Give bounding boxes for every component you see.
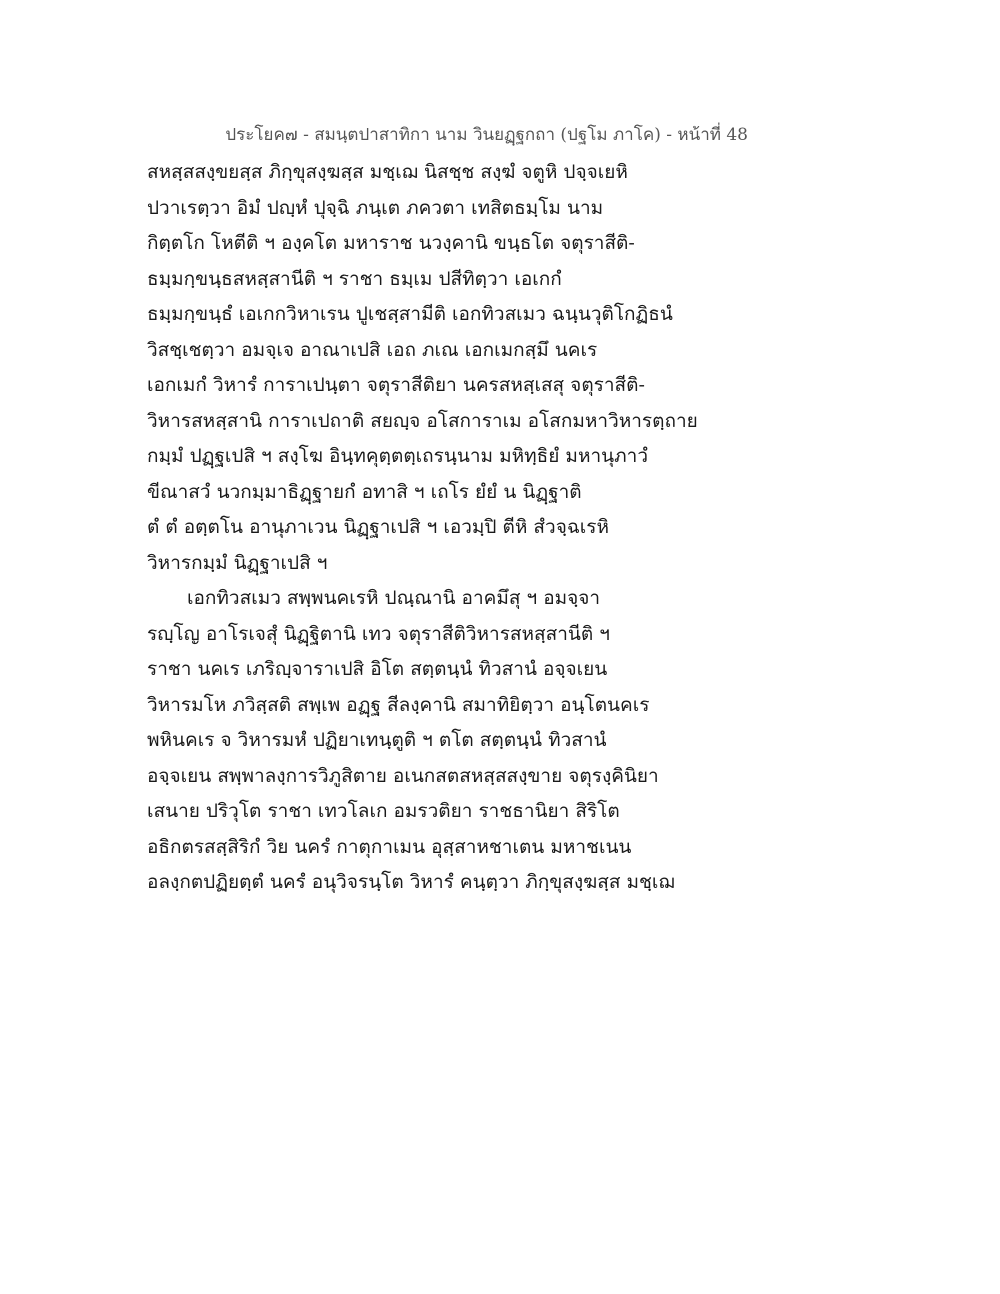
text-line: พหินคเร จ วิหารมหํ ปฏิยาเทนฺตูติ ฯ ตโต สตฺตนฺนํ ทิวสานํ bbox=[147, 729, 607, 751]
text-line: เสนาย ปริวุโต ราชา เทวโลเก อมรวติยา ราชธานิยา สิริโต bbox=[147, 800, 620, 822]
text-line: ปวาเรตฺวา อิมํ ปญฺหํ ปุจฺฉิ ภนฺเต ภควตา เทสิตธมฺโม นาม bbox=[147, 196, 604, 219]
text-line: อจฺจเยน สพฺพาลงฺการวิภูสิตาย อเนกสตสหสฺสสงฺขาย จตุรงฺคินิยา bbox=[147, 764, 659, 787]
text-line: ธมฺมกฺขนฺธสหสฺสานีติ ฯ ราชา ธมฺเม ปสีทิตฺวา เอเกกํ bbox=[147, 267, 562, 290]
text-line: วิสชฺเชตฺวา อมจฺเจ อาณาเปสิ เอถ ภเณ เอกเมกสฺมึ นคเร bbox=[147, 338, 598, 361]
text-line: ตํ ตํ อตฺตโน อานุภาเวน นิฏฺฐาเปสิ ฯ เอวมฺปิ ตีหิ สํวจฺฉเรหิ bbox=[147, 516, 609, 538]
running-header: ประโยค๗ - สมนฺตปาสาทิกา นาม วินยฏฺฐกถา (ปฐโม ภาโค) - หน้าที่ 48 bbox=[225, 125, 748, 145]
text-line: กมฺมํ ปฏฺฐเปสิ ฯ สงฺโฆ อินฺทคุตฺตตฺเถรนฺนาม มหิทฺธิยํ มหานุภาวํ bbox=[147, 445, 648, 467]
text-line: กิตฺตโก โหตีติ ฯ องฺคโต มหาราช นวงฺคานิ ขนฺธโต จตุราสีติ- bbox=[147, 232, 635, 254]
paragraph-start-line: เอกทิวสเมว สพฺพนคเรหิ ปณฺณานิ อาคมึสุ ฯ อมจฺจา bbox=[187, 587, 601, 609]
text-line: วิหารมโห ภวิสฺสติ สพฺเพ อฏฺฐ สีลงฺคานิ สมาทิยิตฺวา อนฺโตนคเร bbox=[147, 693, 650, 716]
text-line: เอกเมกํ วิหารํ การาเปนฺตา จตุราสีติยา นครสหสฺเสสุ จตุราสีติ- bbox=[147, 374, 645, 396]
text-line: รญฺโญ อาโรเจสุํ นิฏฺฐิตานิ เทว จตุราสีติวิหารสหสฺสานีติ ฯ bbox=[147, 622, 610, 645]
text-line: ขีณาสวํ นวกมฺมาธิฏฺฐายกํ อทาสิ ฯ เถโร ยํยํ น นิฏฺฐาติ bbox=[147, 480, 582, 503]
text-line: อลงฺกตปฏิยตฺตํ นครํ อนุวิจรนฺโต วิหารํ คนฺตฺวา ภิกฺขุสงฺฆสฺส มชฺเฌ bbox=[147, 871, 675, 893]
text-line: วิหารกมฺมํ นิฏฺฐาเปสิ ฯ bbox=[147, 551, 328, 574]
text-line: ราชา นคเร เภริญฺจาราเปสิ อิโต สตฺตนฺนํ ทิวสานํ อจฺจเยน bbox=[147, 658, 608, 680]
body-text bbox=[147, 155, 707, 901]
text-line: อธิกตรสสฺสิริกํ วิย นครํ กาตุกาเมน อุสฺสาหชาเตน มหาชเนน bbox=[147, 835, 632, 858]
text-line: สหสฺสสงฺขยสฺส ภิกฺขุสงฺฆสฺส มชฺเฌ นิสชฺช สงฺฆํ จตูหิ ปจฺจเยหิ bbox=[147, 161, 628, 183]
text-line: ธมฺมกฺขนฺธํ เอเกกวิหาเรน ปูเชสฺสามีติ เอกทิวสเมว ฉนฺนวุติโกฏิธนํ bbox=[147, 303, 673, 325]
text-line: วิหารสหสฺสานิ การาเปถาติ สยญฺจ อโสการาเม อโสกมหาวิหารตฺถาย bbox=[147, 409, 698, 432]
